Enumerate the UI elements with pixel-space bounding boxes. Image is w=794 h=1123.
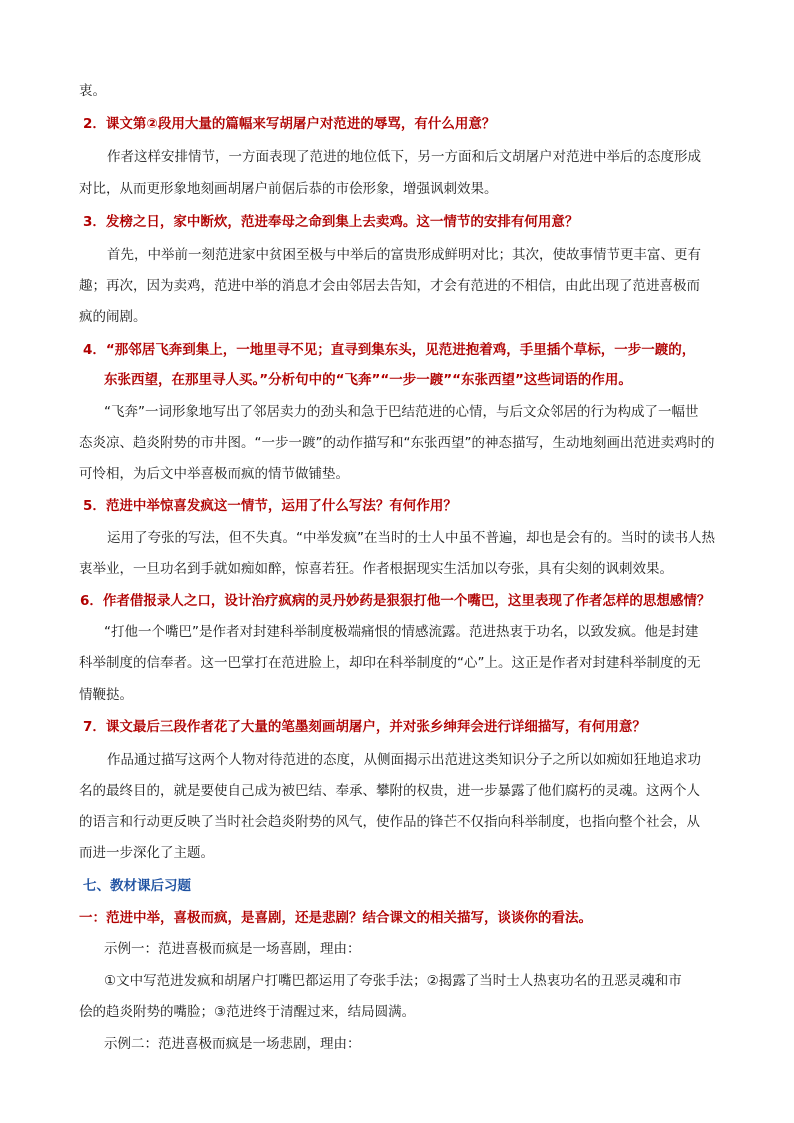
- text-line: 科举制度的信奉者。这一巴掌打在范进脸上，却印在科举制度的“心”上。这正是作者对封建科举制度的无: [79, 655, 701, 671]
- text-line: 态炎凉、趋炎附势的市井图。“一步一踱”的动作描写和“东张西望”的神态描写，生动地刻画出范进卖鸡时的: [79, 435, 715, 451]
- text-line: 对比，从而更形象地刻画胡屠户前倨后恭的市侩形象，增强讽刺效果。: [79, 181, 498, 197]
- text-line: 情鞭挞。: [79, 687, 133, 703]
- question-line: 2．课文第②段用大量的篇幅来写胡屠户对范进的辱骂，有什么用意？: [83, 116, 496, 132]
- text-line: 名的最终目的，就是要使自己成为被巴结、奉承、攀附的权贵，进一步暴露了他们腐朽的灵魂。这两个人: [79, 783, 700, 799]
- text-line: 运用了夸张的写法，但不失真。“中举发疯”在当时的士人中虽不普遍，却也是会有的。当时的读书人热: [107, 530, 715, 546]
- question-line: 3．发榜之日，家中断炊，范进奉母之命到集上去卖鸡。这一情节的安排有何用意？: [83, 214, 579, 230]
- section-heading: 七、教材课后习题: [83, 878, 191, 894]
- text-line: 而进一步深化了主题。: [79, 845, 214, 861]
- text-line: 趣；再次，因为卖鸡，范进中举的消息才会由邻居去告知，才会有范进的不相信，由此出现了范进喜极而: [79, 278, 700, 294]
- text-line: 示例一：范进喜极而疯是一场喜剧，理由：: [104, 941, 361, 957]
- text-line: 可怜相，为后文中举喜极而疯的情节做铺垫。: [79, 466, 349, 482]
- text-line: 衷。: [79, 83, 106, 99]
- question-line: 5．范进中举惊喜发疯这一情节，运用了什么写法？有何作用？: [83, 498, 457, 514]
- question-line: 一：范进中举，喜极而疯，是喜剧，还是悲剧？结合课文的相关描写，谈谈你的看法。: [79, 910, 592, 926]
- question-line: 7．课文最后三段作者花了大量的笔墨刻画胡屠户，并对张乡绅拜会进行详细描写，有何用意？: [83, 719, 646, 735]
- question-line: 6．作者借报录人之口，设计治疗疯病的灵丹妙药是狠狠打他一个嘴巴，这里表现了作者怎样的思想感情？: [80, 593, 711, 609]
- question-line: 4．“那邻居飞奔到集上，一地里寻不见；直寻到集东头，见范进抱着鸡，手里插个草标，一步一踱的，: [83, 342, 696, 358]
- text-line: “打他一个嘴巴”是作者对封建科举制度极端痛恨的情感流露。范进热衷于功名，以致发疯。他是封建: [104, 624, 699, 640]
- text-line: ①文中写范进发疯和胡屠户打嘴巴都运用了夸张手法；②揭露了当时士人热衷功名的丑恶灵魂和市: [104, 973, 682, 989]
- text-line: 作品通过描写这两个人物对待范进的态度，从侧面揭示出范进这类知识分子之所以如痴如狂地追求功: [107, 752, 701, 768]
- text-line: 示例二：范进喜极而疯是一场悲剧，理由：: [104, 1036, 361, 1052]
- text-line: 作者这样安排情节，一方面表现了范进的地位低下，另一方面和后文胡屠户对范进中举后的态度形成: [107, 149, 701, 165]
- text-line: 衷举业，一旦功名到手就如痴如醉，惊喜若狂。作者根据现实生活加以夸张，具有尖刻的讽刺效果。: [79, 561, 673, 577]
- text-line: 侩的趋炎附势的嘴脸；③范进终于清醒过来，结局圆满。: [79, 1004, 416, 1020]
- text-line: “飞奔”一词形象地写出了邻居卖力的劲头和急于巴结范进的心情，与后文众邻居的行为构成了一幅世: [104, 404, 699, 420]
- text-line: 的语言和行动更反映了当时社会趋炎附势的风气，使作品的锋芒不仅指向科举制度，也指向整个社会，从: [79, 814, 700, 830]
- text-line: 疯的闹剧。: [79, 309, 147, 325]
- question-line: 东张西望，在那里寻人买。”分析句中的“飞奔”“一步一踱”“东张西望”这些词语的作用。: [104, 372, 632, 388]
- text-line: 首先，中举前一刻范进家中贫困至极与中举后的富贵形成鲜明对比；其次，使故事情节更丰富、更有: [107, 247, 701, 263]
